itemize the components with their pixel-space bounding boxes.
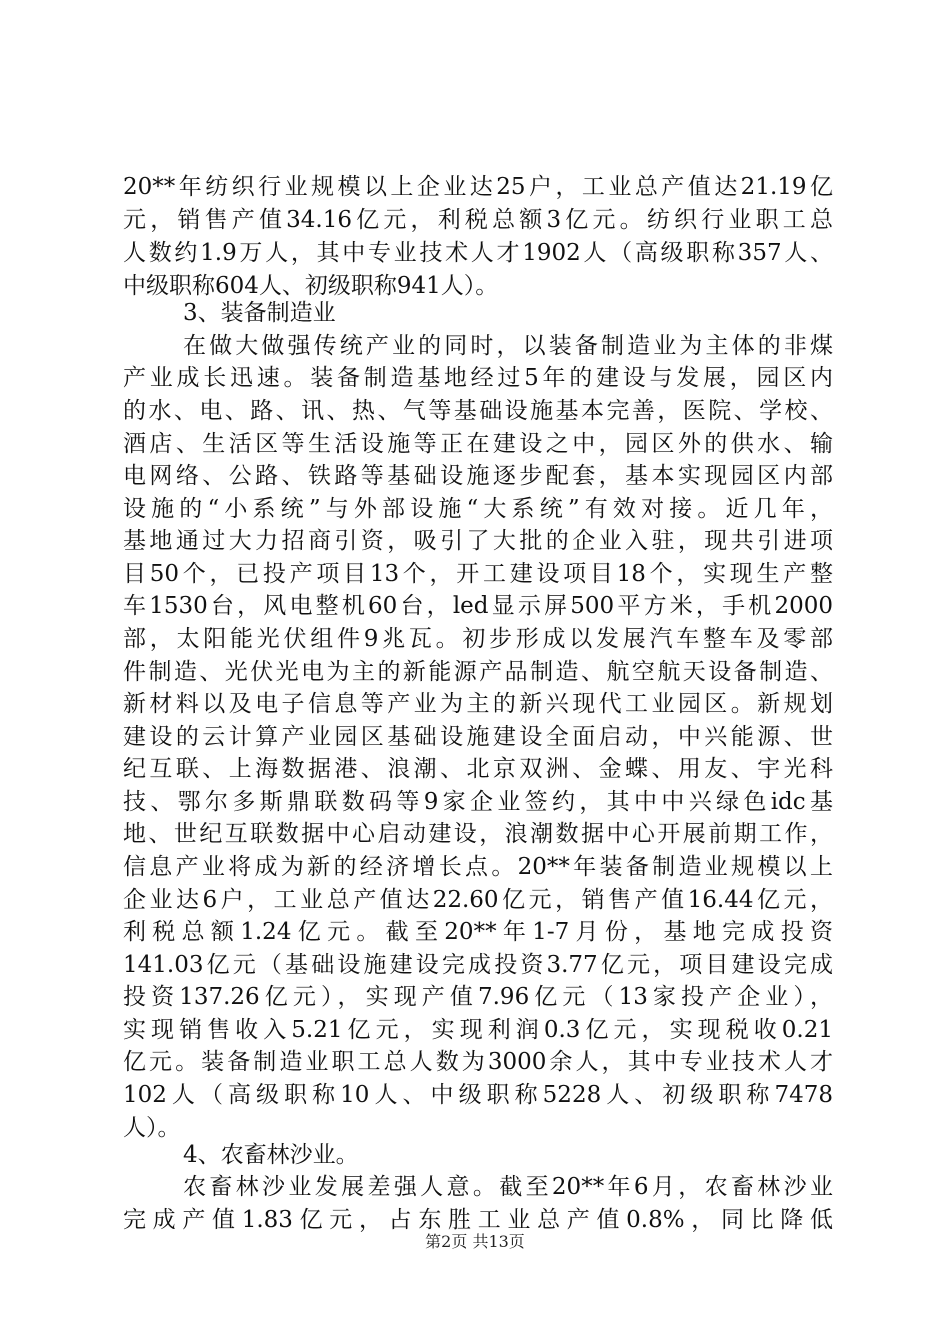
text-line: 设施的“小系统”与外部设施“大系统”有效对接。近几年， bbox=[123, 496, 833, 522]
text-line: 102人（高级职称10人、中级职称5228人、初级职称7478 bbox=[123, 1082, 833, 1108]
text-line: 建设的云计算产业园区基础设施建设全面启动，中兴能源、世 bbox=[123, 724, 833, 750]
text-line: 技、鄂尔多斯鼎联数码等9家企业签约，其中中兴绿色idc基 bbox=[123, 789, 833, 815]
text-line: 企业达6户，工业总产值达22.60亿元，销售产值16.44亿元， bbox=[123, 887, 833, 913]
text-line: 人数约1.9万人，其中专业技术人才1902人（高级职称357人、 bbox=[123, 240, 833, 266]
text-line: 元，销售产值34.16亿元，利税总额3亿元。纺织行业职工总 bbox=[123, 207, 833, 233]
text-line: 酒店、生活区等生活设施等正在建设之中，园区外的供水、输 bbox=[123, 431, 833, 457]
text-line: 在做大做强传统产业的同时，以装备制造业为主体的非煤 bbox=[183, 333, 833, 359]
text-line: 地、世纪互联数据中心启动建设，浪潮数据中心开展前期工作， bbox=[123, 821, 833, 847]
text-line: 纪互联、上海数据港、浪潮、北京双洲、金蝶、用友、宇光科 bbox=[123, 756, 833, 782]
text-line: 投资137.26亿元），实现产值7.96亿元（13家投产企业）， bbox=[123, 984, 833, 1010]
text-line: 目50个，已投产项目13个，开工建设项目18个，实现生产整 bbox=[123, 561, 833, 587]
text-line: 产业成长迅速。装备制造基地经过5年的建设与发展，园区内 bbox=[123, 365, 833, 391]
text-line: 信息产业将成为新的经济增长点。20**年装备制造业规模以上 bbox=[123, 854, 833, 880]
text-line: 完成产值1.83亿元，占东胜工业总产值0.8%，同比降低 bbox=[123, 1207, 833, 1233]
text-line: 实现销售收入5.21亿元，实现利润0.3亿元，实现税收0.21 bbox=[123, 1017, 833, 1043]
text-line: 新材料以及电子信息等产业为主的新兴现代工业园区。新规划 bbox=[123, 691, 833, 717]
section-heading: 3、装备制造业 bbox=[183, 300, 336, 326]
text-line: 部，太阳能光伏组件9兆瓦。初步形成以发展汽车整车及零部 bbox=[123, 626, 833, 652]
section-heading: 4、农畜林沙业。 bbox=[183, 1142, 359, 1168]
text-line: 基地通过大力招商引资，吸引了大批的企业入驻，现共引进项 bbox=[123, 528, 833, 554]
text-line: 利税总额1.24亿元。截至20**年1-7月份，基地完成投资 bbox=[123, 919, 833, 945]
text-line: 的水、电、路、讯、热、气等基础设施基本完善，医院、学校、 bbox=[123, 398, 833, 424]
page-number-footer: 第2页 共13页 bbox=[425, 1232, 525, 1251]
text-line: 20**年纺织行业规模以上企业达25户，工业总产值达21.19亿 bbox=[123, 174, 833, 200]
text-line: 件制造、光伏光电为主的新能源产品制造、航空航天设备制造、 bbox=[123, 659, 833, 685]
text-line: 人）。 bbox=[123, 1115, 181, 1141]
text-line: 亿元。装备制造业职工总人数为3000余人，其中专业技术人才 bbox=[123, 1049, 833, 1075]
text-line: 农畜林沙业发展差强人意。截至20**年6月，农畜林沙业 bbox=[183, 1174, 833, 1200]
text-line: 电网络、公路、铁路等基础设施逐步配套，基本实现园区内部 bbox=[123, 463, 833, 489]
text-line: 车1530台，风电整机60台，led显示屏500平方米，手机2000 bbox=[123, 593, 833, 619]
text-line: 中级职称604人、初级职称941人）。 bbox=[123, 273, 499, 299]
text-line: 141.03亿元（基础设施建设完成投资3.77亿元，项目建设完成 bbox=[123, 952, 833, 978]
